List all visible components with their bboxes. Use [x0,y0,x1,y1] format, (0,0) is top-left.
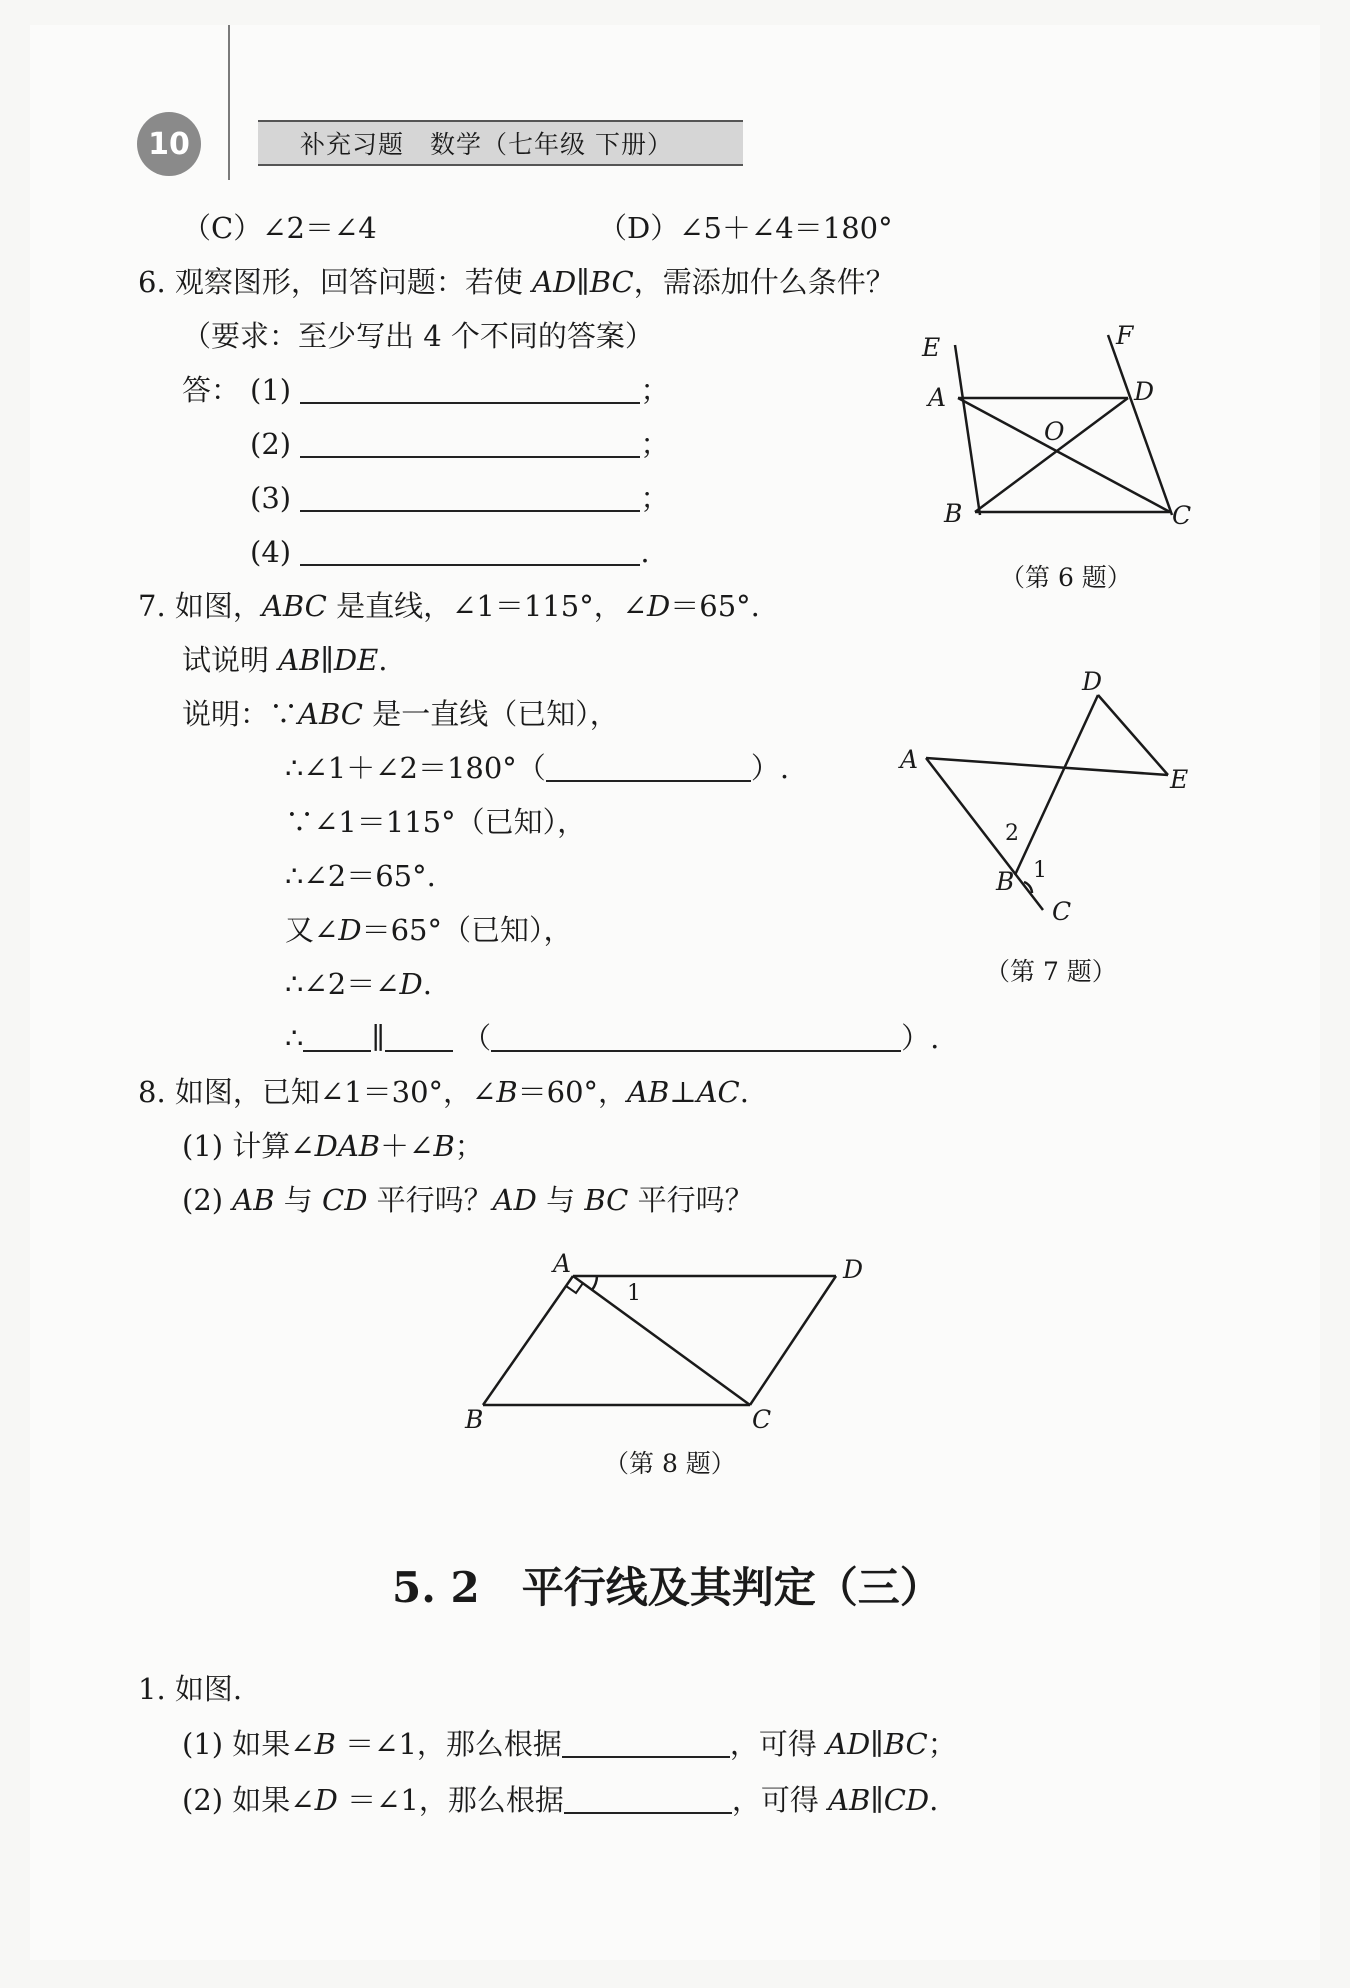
q7-line1: 7. 如图，ABC 是直线，∠1＝115°，∠D＝65°. [138,589,760,623]
s1-blank-2[interactable] [564,1786,732,1814]
q6-label-d: D [1134,377,1155,406]
s1-blank-1[interactable] [562,1730,730,1758]
q7-label-e: E [1170,765,1189,794]
q7-label-a: A [900,745,919,774]
q7-step-4: ∴∠2＝65°. [285,859,436,893]
q6-answer-3: (3) ； [250,481,670,515]
q6-answer-label: 答： [182,373,241,407]
q6-label-a: A [928,383,947,412]
q7-line2: 试说明 AB∥DE. [182,643,388,677]
q7-label-c: C [1052,897,1072,926]
q7-step-6: ∴∠2＝∠D. [285,967,432,1001]
q7-step-1: 说明：∵ABC 是一直线（已知）， [182,697,619,731]
s1-sub2: (2) 如果∠D ＝∠1，那么根据 ，可得 AB∥CD. [182,1783,939,1817]
q8-label-c: C [752,1405,772,1434]
q6-label-b: B [944,499,963,528]
q6-label-e: E [922,333,941,362]
q7-label-d: D [1082,667,1103,696]
q8-label-1: 1 [627,1281,641,1306]
q7-label-2: 2 [1005,821,1019,846]
q8-sub2: (2) AB 与 CD 平行吗？AD 与 BC 平行吗？ [182,1183,754,1217]
q7-step-5: 又∠D＝65°（已知）， [285,913,573,947]
q8-segment-ab [483,1276,573,1405]
q6-answer-4: (4) . [250,535,650,569]
q8-label-a: A [553,1249,572,1278]
q6-label-c: C [1172,501,1192,530]
q8-segment-ac [573,1276,750,1405]
q7-caption: （第 7 题） [985,957,1117,986]
q8-sub1: (1) 计算∠DAB＋∠B； [182,1129,484,1163]
s1-question: 1. 如图. [138,1672,243,1706]
s1-sub1: (1) 如果∠B ＝∠1，那么根据 ，可得 AD∥BC； [182,1727,957,1761]
q8-segment-dc [750,1276,836,1405]
q5-option-c: （C）∠2＝∠4 [182,211,377,245]
q8-label-d: D [843,1255,864,1284]
q7-step-7: ∴ ∥ （ ）. [285,1021,940,1055]
page-number-badge: 10 [137,112,201,176]
q6-label-o: O [1044,417,1065,446]
q7-label-1: 1 [1033,858,1047,883]
section-title: 5. 2 平行线及其判定（三） [392,1563,942,1612]
q7-label-b: B [996,867,1015,896]
q6-answer-2: (2) ； [250,427,670,461]
q6-caption: （第 6 题） [1000,563,1132,592]
q7-step-2: ∴∠1＋∠2＝180°（ ）. [285,751,790,785]
q6-answer-1: (1) ； [250,373,670,407]
q6-label-f: F [1116,321,1134,350]
q8-angle1-arc [592,1276,597,1290]
q8-line1: 8. 如图，已知∠1＝30°，∠B＝60°，AB⊥AC. [138,1075,749,1109]
q6-requirement: （要求：至少写出 4 个不同的答案） [182,319,654,353]
q7-step-3: ∵∠1＝115°（已知）， [285,805,587,839]
q5-option-d: （D）∠5＋∠4＝180° [598,211,893,245]
q6-question: 6. 观察图形，回答问题：若使 AD∥BC，需添加什么条件？ [138,265,895,299]
q8-label-b: B [465,1405,484,1434]
q8-caption: （第 8 题） [604,1449,736,1478]
book-title-banner: 补充习题 数学（七年级 下册） [258,120,743,166]
